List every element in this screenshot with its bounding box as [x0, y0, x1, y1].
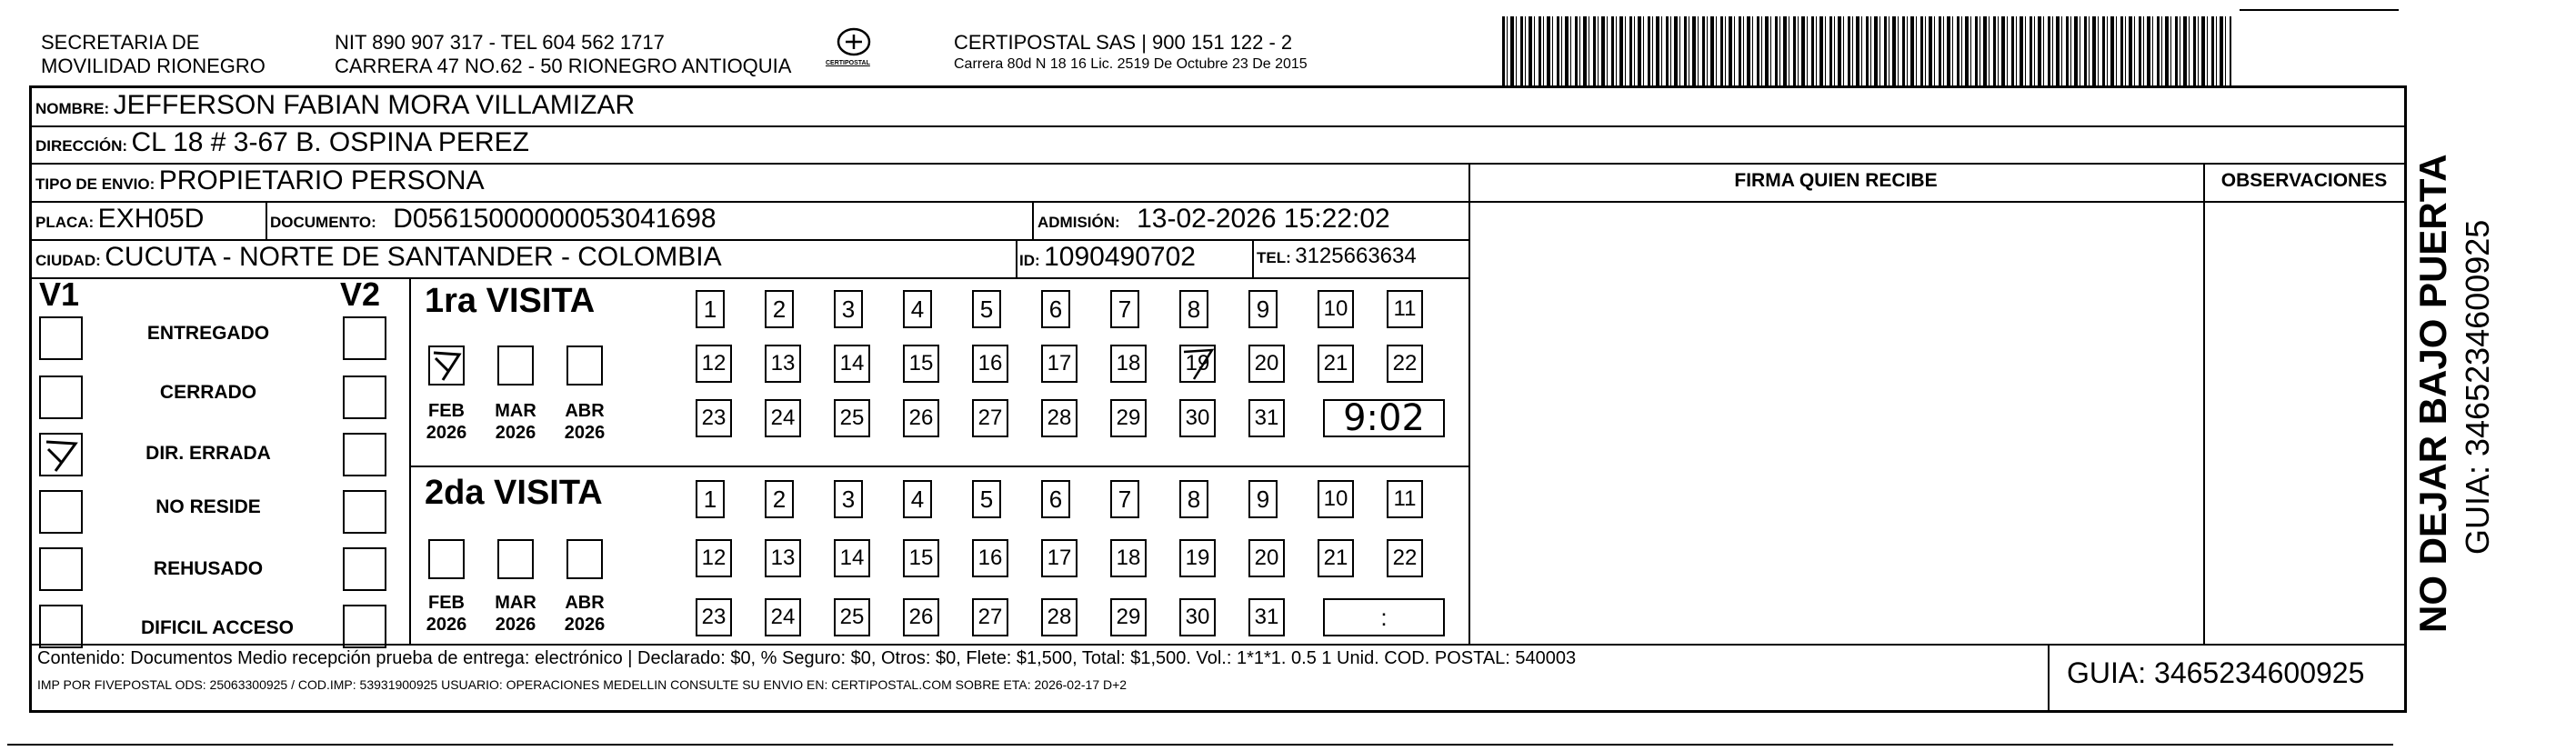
visit1-day-27[interactable]: 27	[972, 399, 1008, 437]
visit2-month-mar-checkbox[interactable]	[497, 539, 534, 579]
visit2-month-abr-checkbox[interactable]	[566, 539, 603, 579]
visit2-day-22[interactable]: 22	[1387, 539, 1423, 577]
top-rule	[2240, 9, 2399, 11]
visit2-day-26[interactable]: 26	[903, 598, 939, 636]
visit1-day-8[interactable]: 8	[1179, 290, 1208, 328]
carrier-block	[954, 31, 1308, 75]
visit1-day-10[interactable]: 10	[1318, 290, 1354, 328]
visit2-day-4[interactable]: 4	[903, 480, 932, 518]
visit2-day-8[interactable]: 8	[1179, 480, 1208, 518]
visit1-day-23[interactable]: 23	[696, 399, 732, 437]
status-no-reside: NO RESIDE	[155, 496, 261, 517]
visit1-month-feb: FEB 2026	[426, 401, 467, 443]
firma-header: FIRMA QUIEN RECIBE	[1734, 170, 1938, 191]
visit2-day-29[interactable]: 29	[1110, 598, 1147, 636]
tel-row	[1257, 244, 1417, 269]
visit1-day-5[interactable]: 5	[972, 290, 1001, 328]
ciudad-row	[35, 242, 722, 273]
shipping-label-frame	[29, 85, 2407, 713]
visit1-month-abr-checkbox[interactable]	[566, 345, 603, 386]
nit-line2: CARRERA 47 NO.62 - 50 RIONEGRO ANTIOQUIA	[335, 55, 792, 77]
admision-label: ADMISIÓN:	[1037, 214, 1120, 231]
v2-checkbox-entregado[interactable]	[343, 316, 386, 360]
visit2-day-24[interactable]: 24	[765, 598, 801, 636]
v2-checkbox-dir-errada[interactable]	[343, 433, 386, 476]
status-dificil-acceso: DIFICIL ACCESO	[140, 617, 294, 638]
v2-label: V2	[340, 275, 381, 313]
visit1-day-18[interactable]: 18	[1110, 345, 1147, 383]
visit1-day-7[interactable]: 7	[1110, 290, 1139, 328]
org-line1: SECRETARIA DE	[41, 31, 200, 54]
side-warning: NO DEJAR BAJO PUERTA	[2411, 154, 2454, 633]
handwritten-check-mark	[41, 435, 81, 475]
documento-label: DOCUMENTO:	[270, 214, 376, 231]
visit2-day-9[interactable]: 9	[1248, 480, 1278, 518]
observaciones-header: OBSERVACIONES	[2220, 170, 2388, 191]
org-line2: MOVILIDAD RIONEGRO	[41, 55, 266, 77]
visit2-day-15[interactable]: 15	[903, 539, 939, 577]
visit1-day-16[interactable]: 16	[972, 345, 1008, 383]
nit-line1: NIT 890 907 317 - TEL 604 562 1717	[335, 31, 665, 54]
visit2-day-19[interactable]: 19	[1179, 539, 1216, 577]
visit2-time-field[interactable]: :	[1323, 598, 1445, 636]
v2-checkbox-cerrado[interactable]	[343, 376, 386, 419]
visit2-day-16[interactable]: 16	[972, 539, 1008, 577]
nombre-row	[35, 90, 635, 121]
visit2-day-11[interactable]: 11	[1387, 480, 1423, 518]
id-label: ID:	[1019, 252, 1040, 269]
tipo-label: TIPO DE ENVIO:	[35, 175, 155, 193]
handwritten-check-mark	[430, 347, 463, 384]
footer-imp-line: IMP POR FIVEPOSTAL ODS: 25063300925 / COD.IMP: 53931900925 USUARIO: OPERACIONES MEDELLIN CONSULTE SU ENVIO EN: CERTIPOSTAL.COM SOBRE ETA: 2026-02-17 D+2	[37, 677, 1128, 692]
carrier-line1: CERTIPOSTAL SAS | 900 151 122 - 2	[954, 31, 1293, 54]
status-entregado: ENTREGADO	[146, 323, 270, 344]
visit1-month-mar: MAR 2026	[495, 401, 536, 443]
visit2-month-feb: FEB 2026	[426, 593, 467, 635]
id-value: 1090490702	[1044, 242, 1196, 272]
handwritten-mark	[1181, 346, 1218, 383]
visit1-day-29[interactable]: 29	[1110, 399, 1147, 437]
visit1-day-13[interactable]: 13	[765, 345, 801, 383]
visit1-day-12[interactable]: 12	[696, 345, 732, 383]
ciudad-label: CIUDAD:	[35, 252, 101, 269]
visit1-day-30[interactable]: 30	[1179, 399, 1216, 437]
admision-row	[1037, 204, 1390, 235]
visit2-day-14[interactable]: 14	[834, 539, 870, 577]
status-dir-errada: DIR. ERRADA	[145, 443, 271, 464]
visit2-day-6[interactable]: 6	[1041, 480, 1070, 518]
v1-checkbox-rehusado[interactable]	[39, 547, 83, 591]
visit1-day-11[interactable]: 11	[1387, 290, 1423, 328]
direccion-value: CL 18 # 3-67 B. OSPINA PEREZ	[131, 127, 529, 157]
visit2-month-feb-checkbox[interactable]	[428, 539, 465, 579]
visit2-day-10[interactable]: 10	[1318, 480, 1354, 518]
visit1-day-24[interactable]: 24	[765, 399, 801, 437]
bottom-rule	[7, 744, 2393, 746]
visit2-day-23[interactable]: 23	[696, 598, 732, 636]
id-row	[1019, 242, 1196, 273]
visit2-day-5[interactable]: 5	[972, 480, 1001, 518]
v2-checkbox-no-reside[interactable]	[343, 490, 386, 534]
visit2-day-17[interactable]: 17	[1041, 539, 1078, 577]
visit1-title: 1ra VISITA	[425, 282, 596, 320]
tipo-row	[35, 165, 485, 196]
placa-row	[35, 204, 204, 235]
visit1-day-15[interactable]: 15	[903, 345, 939, 383]
certipostal-logo	[826, 27, 873, 66]
status-rehusado: REHUSADO	[153, 558, 264, 579]
visit1-day-31[interactable]: 31	[1248, 399, 1285, 437]
visit2-day-21[interactable]: 21	[1318, 539, 1354, 577]
side-guia: GUIA: 3465234600925	[2459, 219, 2496, 555]
documento-row	[270, 204, 717, 235]
visit1-day-17[interactable]: 17	[1041, 345, 1078, 383]
visit1-day-3[interactable]: 3	[834, 290, 863, 328]
nit-block	[335, 31, 791, 78]
visit1-day-4[interactable]: 4	[903, 290, 932, 328]
tipo-value: PROPIETARIO PERSONA	[158, 165, 485, 195]
admision-value: 13-02-2026 15:22:02	[1137, 204, 1390, 234]
visit2-month-mar: MAR 2026	[495, 593, 536, 635]
visit2-day-20[interactable]: 20	[1248, 539, 1285, 577]
visit1-day-20[interactable]: 20	[1248, 345, 1285, 383]
visit1-month-feb-checkbox[interactable]	[428, 345, 465, 386]
visit2-day-27[interactable]: 27	[972, 598, 1008, 636]
visit2-month-abr: ABR 2026	[564, 593, 606, 635]
visit1-day-28[interactable]: 28	[1041, 399, 1078, 437]
ciudad-value: CUCUTA - NORTE DE SANTANDER - COLOMBIA	[105, 242, 722, 272]
direccion-label: DIRECCIÓN:	[35, 137, 128, 155]
barcode	[1502, 16, 2231, 85]
v1-label: V1	[39, 275, 80, 313]
visit1-month-mar-checkbox[interactable]	[497, 345, 534, 386]
tel-label: TEL:	[1257, 249, 1291, 266]
visit2-day-3[interactable]: 3	[834, 480, 863, 518]
visit2-title: 2da VISITA	[425, 474, 603, 512]
v1-checkbox-dificil-acceso[interactable]	[39, 605, 83, 648]
v2-checkbox-rehusado[interactable]	[343, 547, 386, 591]
carrier-line2: Carrera 80d N 18 16 Lic. 2519 De Octubre 23 De 2015	[954, 56, 1308, 72]
visit1-day-14[interactable]: 14	[834, 345, 870, 383]
visit1-day-22[interactable]: 22	[1387, 345, 1423, 383]
visit1-day-6[interactable]: 6	[1041, 290, 1070, 328]
visit2-day-18[interactable]: 18	[1110, 539, 1147, 577]
visit1-day-21[interactable]: 21	[1318, 345, 1354, 383]
visit1-month-abr: ABR 2026	[564, 401, 606, 443]
nombre-label: NOMBRE:	[35, 100, 110, 117]
v1-checkbox-no-reside[interactable]	[39, 490, 83, 534]
v1-checkbox-entregado[interactable]	[39, 316, 83, 360]
visit2-day-28[interactable]: 28	[1041, 598, 1078, 636]
visit2-day-30[interactable]: 30	[1179, 598, 1216, 636]
visit1-day-19[interactable]: 19	[1179, 345, 1216, 383]
visit1-day-9[interactable]: 9	[1248, 290, 1278, 328]
logo-text: CERTIPOSTAL	[826, 60, 870, 66]
visit2-day-31[interactable]: 31	[1248, 598, 1285, 636]
status-cerrado: CERRADO	[159, 382, 257, 403]
nombre-value: JEFFERSON FABIAN MORA VILLAMIZAR	[113, 90, 636, 120]
footer-contenido: Contenido: Documentos Medio recepción prueba de entrega: electrónico | Declarado: $0, % Seguro: $0, Otros: $0, Flete: $1,500, Total: $1,500. Vol.: 1*1*1. 0.5 1 Unid. COD. POSTAL: 540003	[37, 648, 1577, 668]
visit1-day-1[interactable]: 1	[696, 290, 725, 328]
visit1-day-2[interactable]: 2	[765, 290, 794, 328]
visit2-day-13[interactable]: 13	[765, 539, 801, 577]
visit2-day-25[interactable]: 25	[834, 598, 870, 636]
placa-label: PLACA:	[35, 214, 95, 231]
v1-checkbox-cerrado[interactable]	[39, 376, 83, 419]
visit1-time-field[interactable]: 9:02	[1323, 399, 1445, 437]
footer-guia: GUIA: 3465234600925	[2067, 656, 2365, 689]
v2-checkbox-dificil-acceso[interactable]	[343, 605, 386, 648]
direccion-row	[35, 127, 529, 158]
org-name	[41, 31, 266, 78]
visit1-day-26[interactable]: 26	[903, 399, 939, 437]
visit2-day-7[interactable]: 7	[1110, 480, 1139, 518]
visit2-day-1[interactable]: 1	[696, 480, 725, 518]
visit1-day-25[interactable]: 25	[834, 399, 870, 437]
visit2-day-2[interactable]: 2	[765, 480, 794, 518]
placa-value: EXH05D	[97, 204, 205, 234]
documento-value: D05615000000053041698	[393, 204, 717, 234]
visit2-day-12[interactable]: 12	[696, 539, 732, 577]
tel-value: 3125663634	[1295, 244, 1417, 268]
v1-checkbox-dir-errada[interactable]	[39, 433, 83, 476]
